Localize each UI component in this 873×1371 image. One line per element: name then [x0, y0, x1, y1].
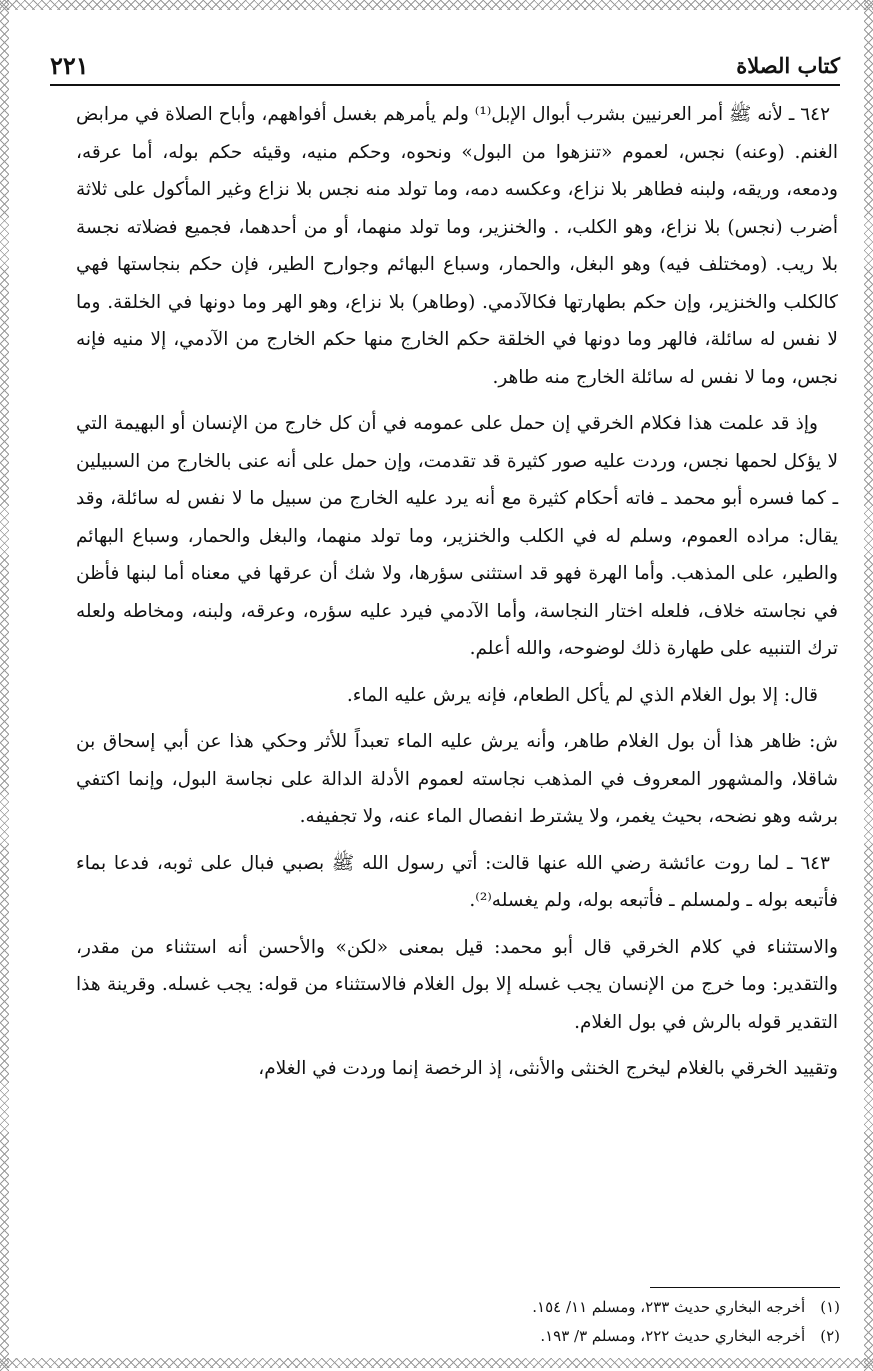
footnote-text: أخرجه البخاري حديث ٢٢٢، ومسلم ٣/ ١٩٣. — [540, 1327, 806, 1345]
decorative-border-right — [864, 0, 873, 1371]
decorative-border-left — [0, 0, 9, 1371]
body-text — [76, 96, 838, 1097]
footnote — [80, 1293, 840, 1322]
footnote-number: (٢) — [820, 1327, 840, 1345]
footnote-separator — [650, 1287, 840, 1288]
footnotes — [80, 1293, 840, 1351]
paragraph-istithna: والاستثناء في كلام الخرقي قال أبو محمد: قيل بمعنى «لكن» والأحسن أنه استثناء من مقدر، والتقدير: وما خرج من الإنسان يجب غسله إلا بول الغلام فالاستثناء من قوله: يجب غسله. وقرينة هذا التقدير قوله بالرش في بول الغلام. — [76, 936, 838, 1033]
paragraph-hadith-643: ٦٤٣ ـ لما روت عائشة رضي الله عنها قالت: أتي رسول الله ﷺ بصبي فبال على ثوبه، فدعا بماء فأتبعه بوله ـ ولمسلم ـ فأتبعه بوله، ولم يغسله⁽²⁾. — [76, 852, 838, 911]
footnote-number: (١) — [820, 1298, 840, 1316]
paragraph-hadith-642: ٦٤٢ ـ لأنه ﷺ أمر العرنيين بشرب أبوال الإبل⁽¹⁾ ولم يأمرهم بغسل أفواههم، وأباح الصلاة في مرابض الغنم. (وعنه) نجس، لعموم «تنزهوا من البول» ونحوه، وحكم منيه، وقيئه حكم بوله، أما عرقه، ودمعه، وريقه، ولبنه فطاهر بلا نزاع، وعكسه دمه، وما تولد منه نجس بلا نزاع وغير المأكول على ثلاثة أضرب (نجس) بلا نزاع، وهو الكلب، . والخنزير، وما تولد منهما، أو من أحدهما، فجميع فضلاته نجسة بلا ريب. (ومختلف فيه) وهو البغل، والحمار، وسباع البهائم وجوارح الطير، فإن حكم بنجاستها فهي كالكلب والخنزير، وإن حكم بطهارتها فكالآدمي. (وطاهر) بلا نزاع، وهو الهر وما دونها في الخلقة. وما لا نفس له سائلة، فالهر وما دونها في الخلقة حكم الخارج منها حكم الخارج من الآدمي، إلا منيه فإنه نجس، وما لا نفس له سائلة الخارج منه طاهر. — [76, 104, 838, 388]
footnote-text: أخرجه البخاري حديث ٢٣٣، ومسلم ١١/ ١٥٤. — [532, 1298, 806, 1316]
paragraph-matn: قال: إلا بول الغلام الذي لم يأكل الطعام، فإنه يرش عليه الماء. — [346, 684, 818, 706]
paragraph-taqyid: وتقييد الخرقي بالغلام ليخرج الخنثى والأنثى، إذ الرخصة إنما وردت في الغلام، — [258, 1058, 838, 1079]
paragraph-commentary: وإذ قد علمت هذا فكلام الخرقي إن حمل على عمومه في أن كل خارج من الإنسان أو البهيمة التي لا يؤكل لحمها نجس، وردت عليه صور كثيرة قد تقدمت، وإن حمل على أنه عنى بالخارج من السبيلين ـ كما فسره أبو محمد ـ فاته أحكام كثيرة مع أنه يرد عليه الخارج من سبيل ما لا نفس له سائلة، وقد يقال: مراده العموم، وسلم له في الكلب والخنزير، وما تولد منهما، والبغل والحمار، وسباع البهائم والطير، على المذهب. وأما الهرة فهو قد استثنى سؤرها، ولا شك أن عرقها في معناه أما لبنها فأظن في نجاسته خلاف، فلعله اختار النجاسة، وأما الآدمي فيرد عليه سؤره، وعرقه، ولبنه، ومخاطه ولعله ترك التنبيه على طهارة ذلك لوضوحه، والله أعلم. — [76, 413, 839, 659]
chapter-title: كتاب الصلاة — [736, 53, 840, 78]
page-header — [50, 36, 840, 86]
page-number: ٢٢١ — [50, 51, 89, 80]
paragraph-sharh: ش: ظاهر هذا أن بول الغلام طاهر، وأنه يرش عليه الماء تعبداً للأثر وحكي هذا عن أبي إسحاق بن شاقلا، والمشهور المعروف في المذهب نجاسته لعموم الأدلة الدالة على نجاسة البول، وإنما اكتفي برشه وهو نضحه، بحيث يغمر، ولا يشترط انفصال الماء عنه، ولا تجفيفه. — [76, 731, 838, 827]
decorative-border-bottom — [0, 1358, 873, 1368]
decorative-border-top — [0, 0, 873, 10]
footnote — [80, 1322, 840, 1351]
